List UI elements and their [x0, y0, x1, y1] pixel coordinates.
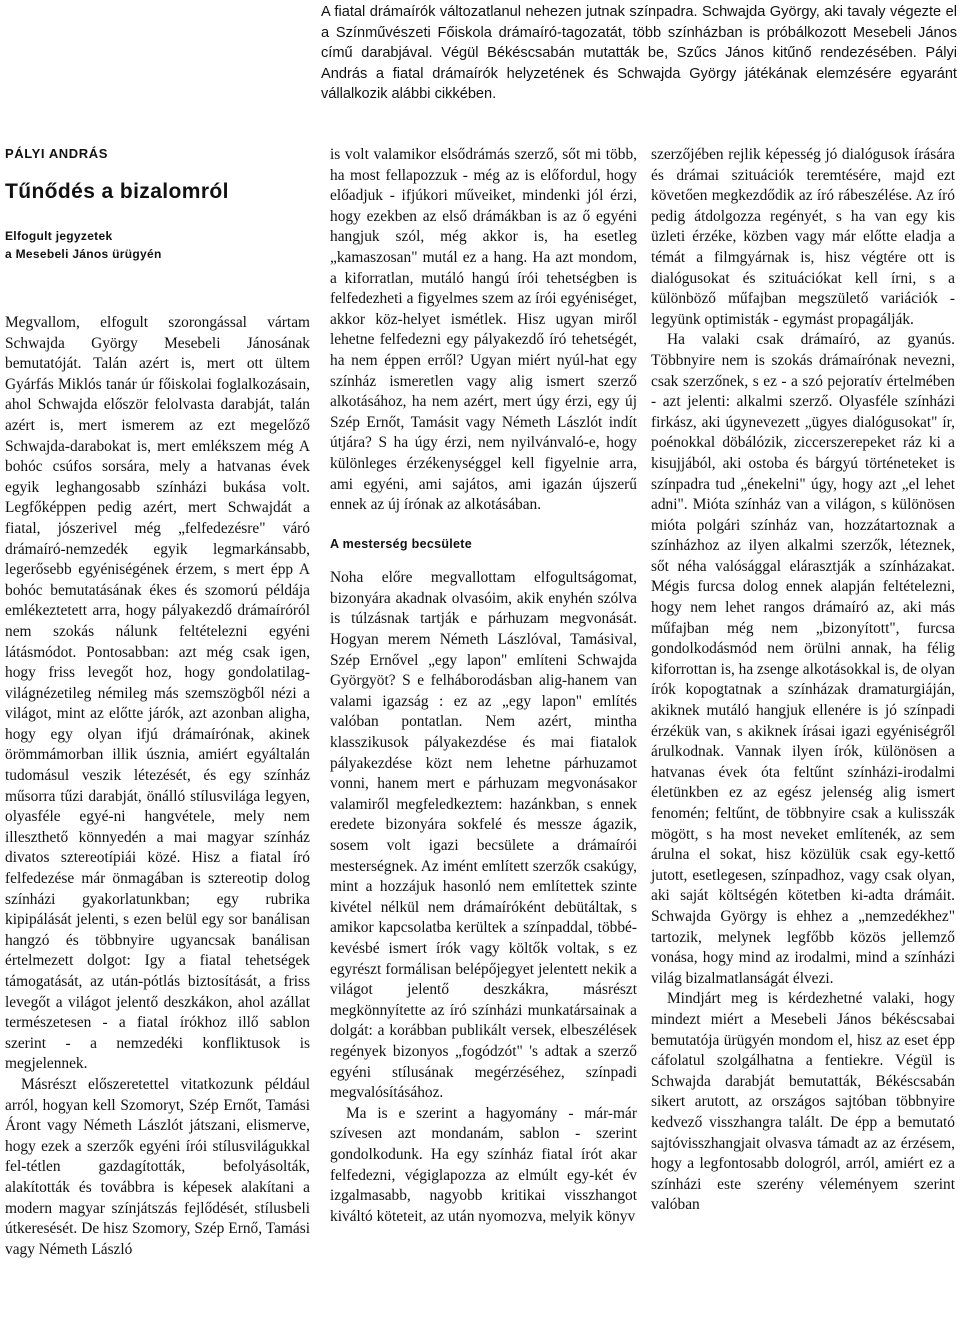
paragraph: Mindjárt meg is kérdezhetné valaki, hogy mindezt miért a Mesebeli János békéscsabai bemutatója ürügyén mondom el, hisz az eset épp cáfolatul szolgálhatna a fentiekre. Végül is Schwajda darabját bemutatták, Békéscsabán sikert arutott, az országos sajtóban többnyire kedvező visszhangra talált. De épp a bemutató sajtóvisszhangjait olvasva támadt az az érzésem, hogy a legfontosabb dologról, arról, amiért ez a színházi este szerény véleményem szerint valóban: [651, 990, 955, 1214]
subtitle-line-1: Elfogult jegyzetek: [5, 229, 113, 243]
paragraph: is volt valamikor elsődrámás szerző, sőt mi több, ha most fellapozzuk - még az is előfordul, hogy előadjuk - ifjúkori műveiket, mindenki jól érzi, hogy ezekben az első drámákban is az ő egyéni hangjuk szól, még akkor is, ha esetleg „kamaszosan" mutál ez a hang. Ha azt mondom, a kiforratlan, mutáló hangú írói tehetségben is felfedezheti a figyelmes szem az írói egyéniséget, akkor köz-helyet ismétlek. Hisz ugyan miről lehetne felfedezni egy pályakezdő író tehetségét, ha nem éppen erről? Ugyan miért nyúl-hat egy színház ismeretlen vagy alig ismert szerző alkotásához, ha nem azért, mert úgy érzi, egy új Szép Ernőt, Tamásit vagy Németh Lászlót indít útjára? S ha úgy érzi, nem nyilvánvaló-e, hogy különleges érzékenységgel kell figyelnie arra, ami egyéni, ami sajátos, ami igazán újszerű ennek az új írónak az alkotásában.: [330, 146, 637, 514]
column-2: [330, 145, 637, 1227]
article-title: Tűnődés a bizalomról: [5, 180, 229, 203]
paragraph: Noha előre megvallottam elfogultságomat, bizonyára akadnak olvasóim, akik enyhén szólva is túlzásnak tartják e párhuzam megvonását. Hogyan merem Németh Lászlóval, Tamásival, Szép Ernővel „egy lapon" említeni Schwajda Györgyöt? S e felháborodásban alig-hanem van valami igazság : ez az „egy lapon" említés valóban pontatlan. Nem azért, mintha klasszikusok pályakezdése és mai fiatalok pályakezdése közt nem lehetne párhuzamot vonni, hanem mert e párhuzam megvonásakor valamiről megfeledkeztem: hazánkban, s ennek eredete bizonyára sokfelé és messze ágazik, sosem volt igazi becsülete a drámaírói mesterségnek. Az imént említett szerzők csakúgy, mint a hozzájuk hasonló nem említettek szinte kivétel nélkül nem drámaíróként debütáltak, s amikor kapcsolatba kerültek a színpaddal, többé-kevésbé ismert írók vagy költők voltak, s ez egyrészt formálisan belépőjegyet jelentett nekik a világot jelentő deszkákra, másrészt megkönnyítette az író színházi munkatársainak a dolgát: a korábban publikált versek, elbeszélések regények bizonyos „fogódzót" 's adtak a szerző egyéni stílusának megérzéséhez, színpadi megvalósításához.: [330, 569, 637, 1102]
article-subtitle: [5, 227, 162, 263]
article-author: PÁLYI ANDRÁS: [5, 146, 109, 161]
paragraph: Másrészt előszeretettel vitatkozunk például arról, hogyan kell Szomoryt, Szép Ernőt, Tamási Áront vagy Németh Lászlót játszani, elismerve, hogy ezek a szerzők egyéni írói stílusvilágukkal fel-tétlen gazdagították, befolyásolták, alakították és továbbra is képesek alakítani a modern magyar színjátszás fejlődését, stílusbeli útkeresését. De hisz Szomory, Szép Ernő, Tamási vagy Németh László: [5, 1075, 310, 1258]
column-1: [5, 313, 310, 1260]
paragraph: Megvallom, elfogult szorongással vártam Schwajda György Mesebeli Jánosának bemutatóját. Talán azért is, mert ott ültem Gyárfás Miklós tanár úr főiskolai foglalkozásain, ahol Schwajda először felolvasta darabját, talán azért is, mert ismerem az ezt megelőző Schwajda-darabokat is, mert emlékszem még A bohóc csúfos sorsára, mely a hatvanas évek egyik leghangosabb színházi bukása volt. Legfőképpen pedig azért, mert Schwajdát a fiatal, jószerivel még „felfedezésre" váró drámaíró-nemzedék egyik legmarkánsabb, legerősebb egyéniségének érzem, s mert épp A bohóc bemutatásának ékes és szomorú példája emlékeztetett arra, hogy pályakezdő drámaíróról nem szokás nálunk feltételezni egyéni látásmódot. Pontosabban: azt még csak igen, hogy friss levegőt hoz, hogy gondolatilag-világnézetileg némileg más szemszögből nézi a világot, mint az előtte járók, azt azonban aligha, hogy egy olyan ifjú drámaírónak, akinek örömmámorban illik úsznia, amiért egyáltalán tudomásul veszik létezését, és egy színház műsorra tűzi darabját, önálló stílusvilága legyen, olyasféle egyé-ni hangvétele, mely nem illeszthető könnyedén a mai magyar színház divatos sztereotípiái közé. Hisz a fiatal író felfedezése már önmagában is sztereotip dolog színházi gyakorlatunkban; egy rubrika kipipálását jelenti, s ezen belül egy sor banálisan hangzó és többnyire ugyancsak banálisan értelmezett dolgot: Igy a fiatal tehetségek támogatását, az után-pótlás biztosítását, a friss levegőt a világot jelentő deszkákon, ahol azállat természetesen - a fiatal írókhoz illő sablon szerint - a nemzedéki konfliktusok is megjelennek.: [5, 314, 310, 1073]
paragraph: Ma is e szerint a hagyomány - már-már szívesen azt mondanám, sablon - szerint gondolkodunk. Ha egy színház fiatal írót akar felfedezni, végiglapozza az elmúlt egy-két év izgalmasabb, nagyobb kritikai visszhangot kiváltó köteteit, az után nyomozva, melyik könyv: [330, 1104, 637, 1225]
intro-lead: A fiatal drámaírók változatlanul nehezen jutnak színpadra. Schwajda György, aki tavaly végezte el a Színművészeti Főiskola drámaíró-tagozatát, több színházban is próbálkozott Mesebeli János című darabjával. Végül Békéscsabán mutatták be, Szűcs János kitűnő rendezésében. Pályi András a fiatal drámaírók helyzetének és Schwajda György játékának elemzésére egyaránt vállalkozik alábbi cikkében.: [321, 4, 957, 103]
section-heading: A mesterség becsülete: [330, 536, 473, 551]
subtitle-line-2: a Mesebeli János ürügyén: [5, 247, 162, 261]
column-3: [651, 145, 955, 1216]
paragraph: Ha valaki csak drámaíró, az gyanús. Többnyire nem is szokás drámaírónak nevezni, csak szerzőnek, s ez - a szó pejoratív értelmében - azt jelenti: alkalmi szerző. Olyasféle színházi firkász, aki úgynevezett „ügyes dialógusokat" ír, poénokkal döbálózik, ziccerszerepeket ráz ki a kisujjából, aki ostoba és bárgyú történeteket is színpadra tud „énekelni" úgy, hogy azt „el lehet adni". Mióta színház van a világon, s különösen mióta polgári színház van, hozzátartoznak a színházhoz az ilyen alkalmi szerzők, léteznek, sőt néha valósággal elárasztják a színházakat. Mégis furcsa dolog ennek alapján feltételezni, hogy nem lehet rangos drámaíró az, aki más műfajban még nem „bizonyított", furcsa gondolkodásmód nem örülni annak, ha félig kiforrottan is, ha zsenge alkotásokkal is, de olyan írók kopogtatnak a színházak dramaturgiáján, akiknek mutáló hangjuk ellenére is jó színpadi érzékük van, s akiknek írásai igazi egyéniségről árulkodnak. Vannak ilyen írók, különösen a hatvanas évek óta feltűnt színházi-irodalmi életünkben ez az egész jelenség alig ismert fenomén; feltűnt, de többnyire csak a kulisszák mögött, s ha most neveket említenék, az sem árulna el sokat, hisz közülük csak egy-kettő jutott, esetlegesen, színpadhoz, vagy csak olyan, aki saját költségén kötetben ki-adta drámáit. Schwajda György is ehhez a „nemzedékhez" tartozik, melynek legfőbb közös jellemző vonása, hogy mind az irodalmi, mind a színházi világ bizalmatlanságát élvezi.: [651, 331, 955, 987]
paragraph: szerzőjében rejlik képesség jó dialógusok írására és drámai szituációk teremtésére, majd ezt követően megkezdődik az író rábeszélése. Az író pedig átdolgozza regényét, s ha van egy kis üzleti érzéke, közben vagy már előtte eladja a témát a filmgyárnak is, hisz végtére ott is dialógusokat és szituációkat kell írni, s a különböző műfajban megszülető variációk - legyünk optimisták - egymást propagálják.: [651, 146, 955, 328]
